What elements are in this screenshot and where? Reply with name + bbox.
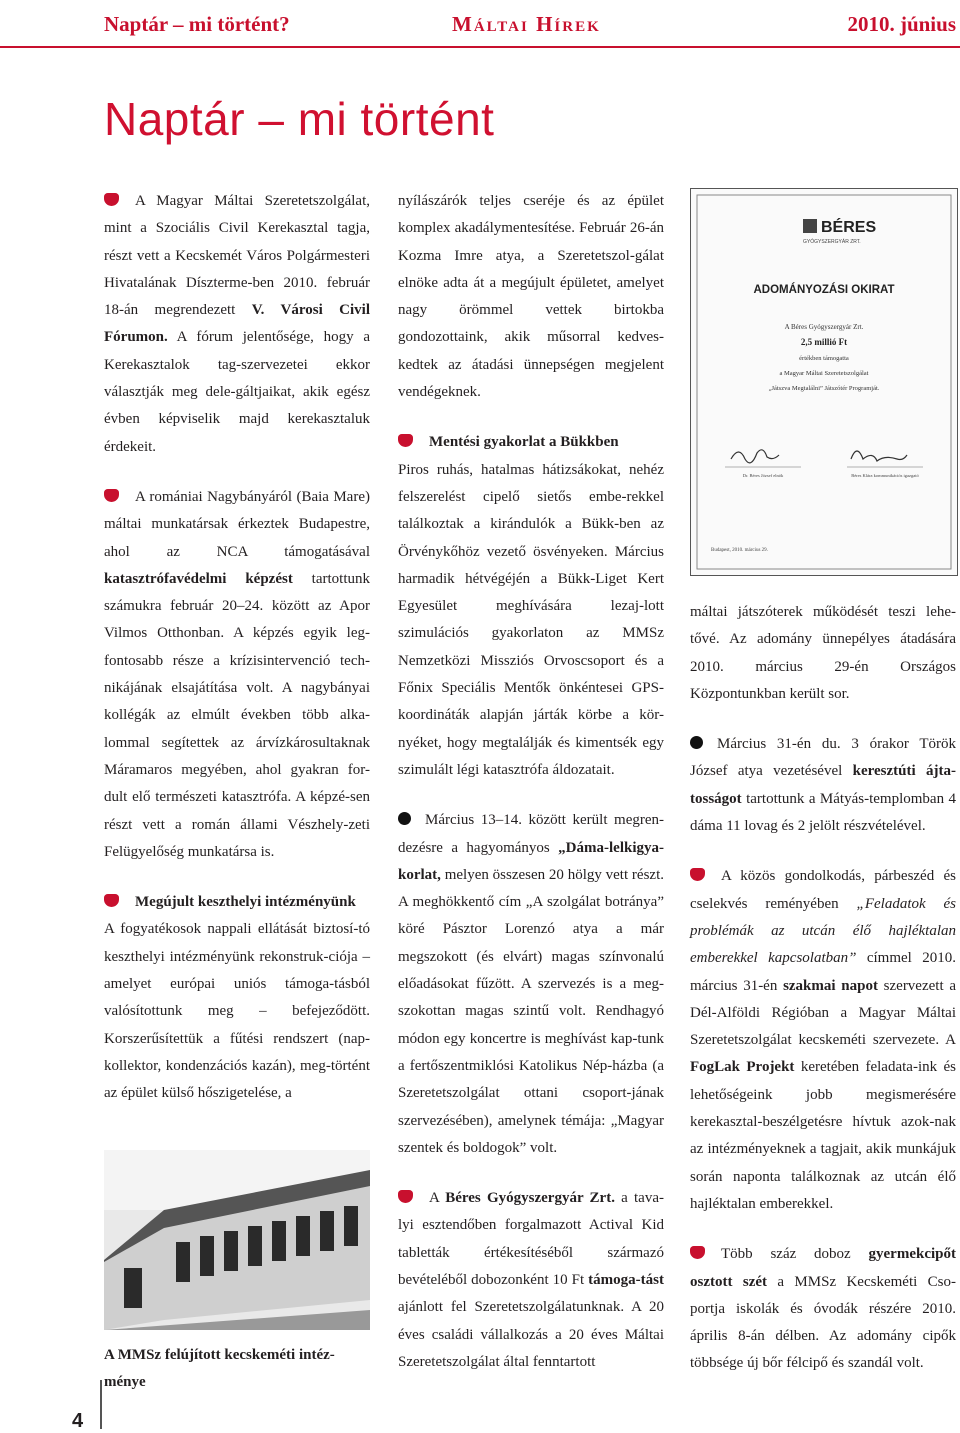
header-section-title: Naptár – mi történt? — [104, 12, 290, 36]
article-beres-donation: A Béres Gyógyszergyár Zrt. a tava-lyi esztendőben forgalmazott Actival Kid tabletták értékesítéséből származó bevételéből dobozonként 10 Ft támoga-tást ajánlott fel Szeretetszolgálatunknak. A 20 éves családi vállalkozás a 20 éves Máltai Szeretetszolgálat által fenntartott — [398, 1190, 664, 1370]
building-photo — [104, 1150, 370, 1330]
article-dama-retreat: Március 13–14. között került megren-dezésre a hagyományos „Dáma-lelkigya-korlat, melyen összesen 20 hölgy vett részt. A meghökkentő cím „A szolgálat botránya” köré Pásztor Lorenzó atya a már megszokott (és elvárt) magas színvonalú előadásokat fűzött. A szervezés is a meg-szokottan magas szintű volt. Rendhagyó módon egy koncertre is meghívást kap-tunk a fertőszentmiklósi Katolikus Nép-házba (a Szeretetszolgálat ottani csoport-jának szervezésében), amelynek témája: „Magyar szentek és boldogok” volt. — [398, 812, 664, 1156]
article-stations-of-cross: Március 31-én du. 3 órakor Török József atya vezetésével keresztúti ájta-tosságot tartottunk a Mátyás-templomban 4 dáma 11 lovag és 2 jelölt részvételével. — [690, 736, 956, 835]
running-header — [0, 0, 960, 52]
certificate-line-2: 2,5 millió Ft — [800, 337, 848, 347]
maltese-heart-icon — [104, 894, 119, 907]
certificate-graphic — [691, 189, 957, 575]
article-keszthely-continued: nyílászárók teljes cseréje és az épület komplex akadálymentesítése. Február 26-án Kozma Imre atya, a Szeretetszol-gálat elnöke adta át a megújult épületet, amelyet nagy örömmel vettek birtokba gondozottaink, akik műsorral kedves-kedtek az átadási ünnepségen megjelent vendégeknek. — [398, 193, 664, 401]
certificate-line-5: „Játszva Megtalálni” Játszótér Programját. — [768, 385, 880, 392]
maltese-heart-icon — [690, 868, 705, 881]
black-dot-icon — [690, 736, 703, 749]
header-divider — [0, 46, 960, 48]
maltese-heart-icon — [690, 1246, 705, 1259]
certificate-logo: BÉRES — [821, 219, 877, 236]
maltese-heart-icon — [104, 193, 119, 206]
signature-1-label: Dr. Béres József elnök — [742, 473, 784, 478]
signature-2-label: Béres Klára kommunikációs igazgató — [851, 473, 919, 478]
maltese-heart-icon — [104, 489, 119, 502]
header-issue-date: 2010. június — [847, 12, 956, 36]
black-dot-icon — [398, 812, 411, 825]
column-1 — [104, 188, 370, 1108]
certificate-line-3: értékben támogatta — [799, 355, 849, 362]
building-photo-graphic — [104, 1150, 370, 1330]
page-number: 4 — [72, 1410, 84, 1432]
article-shoe-donation: Több száz doboz gyermekcipőt osztott szét a MMSz Kecskeméti Cso-portja iskolák és óvodák részére 2010. április 8-án délben. Az adomány cipők többsége új bőr félcipő és szandál volt. — [690, 1246, 956, 1372]
article-bukk-rescue: Mentési gyakorlat a Bükkben Piros ruhás, hatalmas hátizsákokat, nehéz felszerelést cipelő sietős embe-rekkel találkoztak a kirándulók a Bükk-ben az Örvénykőhöz vezető ösvényeken. Március harmadik hétvégéjén a Bükk-Liget Kert Egyesület meghívására lezaj-lott szimulációs gyakorlaton az MMSz Nemzetközi Missziós Orvoscsoport és a Főnix Speciális Mentők önkéntesei GPS-koordináták alapján járták körbe a kör-nyéket, hogy megtalálják és kimentsék egy szimulált légi katasztrófa áldozatait. — [398, 434, 664, 778]
header-publication-name: Máltai Hírek — [452, 12, 601, 36]
column-2 — [398, 188, 664, 1376]
article-beres-continued: máltai játszóterek működését teszi lehe-tővé. Az adomány ünnepélyes átadására 2010. március 29-én Országos Központunkban került sor. — [690, 604, 956, 702]
photo-caption: A MMSz felújított kecskeméti intéz-ménye — [104, 1347, 335, 1390]
column-3 — [690, 599, 956, 1378]
article-disaster-training: A romániai Nagybányáról (Baia Mare) máltai munkatársak érkeztek Budapestre, ahol az NCA támogatásával katasztrófavédelmi képzést tartottunk számukra február 20–24. között az Apor Vilmos Otthonban. A képzés egyik leg-fontosabb része a krízisintervenció tech-nikájának elsajátítása volt. A nagybányai kollégák az elmúlt években több alka-lommal segítettek az árvízkárosultaknak Máramaros megyében, ahol gyakran for-dult elő természeti katasztrófa. A képzé-sen részt vett a román állami Vészhely-zeti Felügyelőség munkatársa is. — [104, 488, 370, 860]
certificate-title: ADOMÁNYOZÁSI OKIRAT — [753, 284, 895, 296]
certificate-line-1: A Béres Gyógyszergyár Zrt. — [784, 323, 864, 331]
article-keszthely-institution: Megújult keszthelyi intézményünk A fogyatékosok nappali ellátását biztosí-tó keszthelyi intézményünk rekonstruk-ciója – amelyet európai uniós támoga-tásból valósítottunk meg – befejeződött. Korszerűsítettük a fűtési rendszert (nap-kollektor, kondenzációs kazán), meg-történt az épület külső hőszigetelése, a — [104, 894, 370, 1102]
maltese-heart-icon — [398, 434, 413, 447]
maltese-heart-icon — [398, 1190, 413, 1203]
donation-certificate-image — [690, 188, 958, 576]
signature-2 — [851, 451, 907, 461]
article-civil-forum: A Magyar Máltai Szeretetszolgálat, mint a Szociális Civil Kerekasztal tagja, részt vett a Kecskemét Város Polgármesteri Hivatalának Díszterme-ben 2010. február 18-án megrendezett V. Városi Civil Fórumon. A fórum jelentősége, hogy a Kerekasztalok tag-szervezetei ekkor választják meg dele-gáltjaikat, akik egész évben képviselik majd kerekasztaluk érdekeit. — [104, 193, 370, 455]
page-number-divider — [100, 1380, 102, 1429]
certificate-logo-sub: GYÓGYSZERGYÁR ZRT. — [803, 239, 861, 245]
certificate-date: Budapest, 2010. március 29. — [711, 548, 768, 553]
signature-1 — [731, 450, 779, 463]
page-title: Naptár – mi történt — [104, 93, 495, 145]
certificate-line-4: a Magyar Máltai Szeretetszolgálat — [779, 370, 869, 377]
article-homeless-conference: A közös gondolkodás, párbeszéd és cselekvés reményében „Feladatok és problémák az utcán élő hajléktalan emberekkel kapcsolatban” címmel 2010. március 31-én szakmai napot szervezett a Dél-Alföldi Régióban a Magyar Máltai Szeretetszolgálat kecskeméti szervezete. A FogLak Projekt keretében feladata-ink és lehetőségeink jobb megismerésére kerekasztal-beszélgetésre hívtuk azok-nak az intézményeknek a tagjait, akik munkájuk során naponta találkoznak az utcán élő hajléktalan emberekkel. — [690, 868, 956, 1212]
